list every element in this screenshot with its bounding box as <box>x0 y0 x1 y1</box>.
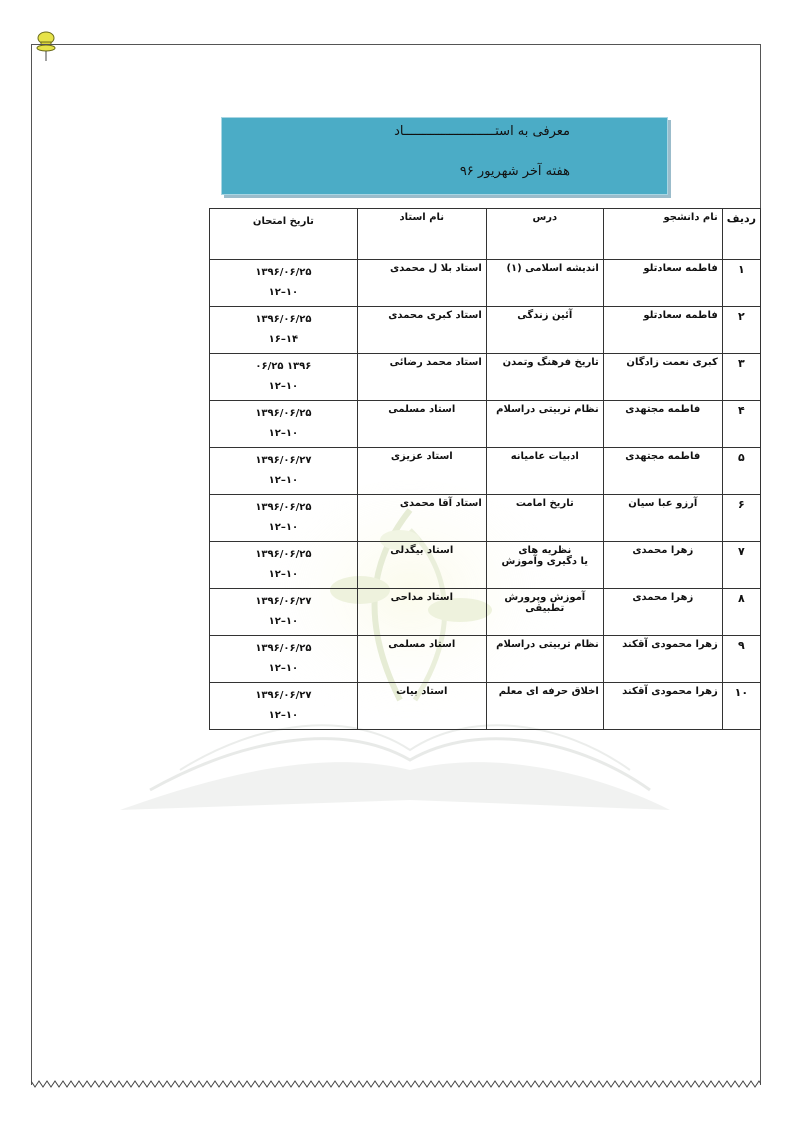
exam-schedule-table <box>209 208 761 730</box>
row-teacher: استاد آقا محمدی <box>357 495 486 542</box>
row-course: تاریخ فرهنگ وتمدن <box>486 354 603 401</box>
row-course: نظام تربیتی دراسلام <box>486 636 603 683</box>
row-num: ۴ <box>722 401 760 448</box>
row-course: آموزش وپرورش تطبیقی <box>486 589 603 636</box>
row-course: اخلاق حرفه ای معلم <box>486 683 603 730</box>
header-student: نام دانشجو <box>603 209 722 260</box>
row-num: ۹ <box>722 636 760 683</box>
table-row <box>210 636 761 683</box>
row-teacher: استاد کبری محمدی <box>357 307 486 354</box>
row-teacher: استاد مسلمی <box>357 401 486 448</box>
row-teacher: استاد مداحی <box>357 589 486 636</box>
row-course: اندیشه اسلامی (۱) <box>486 260 603 307</box>
page-border-wavy-bottom <box>31 1078 761 1090</box>
row-student: زهرا محمودی آقکند <box>603 636 722 683</box>
row-date: ۱۳۹۶/۰۶/۲۵ ۱۰–۱۲ <box>210 542 358 589</box>
row-course: آئین زندگی <box>486 307 603 354</box>
row-student: آرزو عبا سیان <box>603 495 722 542</box>
table-row <box>210 260 761 307</box>
row-student: فاطمه سعادتلو <box>603 260 722 307</box>
row-num: ۸ <box>722 589 760 636</box>
row-date: ۱۳۹۶/۰۶/۲۷ ۱۰–۱۲ <box>210 448 358 495</box>
header-teacher: نام استاد <box>357 209 486 260</box>
table-row <box>210 401 761 448</box>
table-row <box>210 542 761 589</box>
row-date: ۱۳۹۶/۰۶/۲۵ ۱۴–۱۶ <box>210 307 358 354</box>
table-row <box>210 307 761 354</box>
row-date: ۱۳۹۶/۰۶/۲۷ ۱۰–۱۲ <box>210 683 358 730</box>
row-student: زهرا محمدی <box>603 542 722 589</box>
table-row <box>210 589 761 636</box>
row-teacher: استاد مسلمی <box>357 636 486 683</box>
title-line-week: هفته آخر شهریور ۹۶ <box>459 164 570 179</box>
row-student: فاطمه سعادتلو <box>603 307 722 354</box>
row-student: زهرا محمودی آقکند <box>603 683 722 730</box>
row-student: فاطمه مجتهدی <box>603 448 722 495</box>
row-num: ۲ <box>722 307 760 354</box>
row-date: ۱۳۹۶/۰۶/۲۵ ۱۰–۱۲ <box>210 401 358 448</box>
row-date: ۱۳۹۶/۰۶/۲۵ ۱۰–۱۲ <box>210 260 358 307</box>
table-header-row <box>210 209 761 260</box>
row-num: ۷ <box>722 542 760 589</box>
row-student: کبری نعمت زادگان <box>603 354 722 401</box>
row-course: ادبیات عامیانه <box>486 448 603 495</box>
title-line-introduction: معرفی به استــــــــــــــــــــــــاد <box>394 124 570 139</box>
row-date: ۱۳۹۶/۰۶/۲۵ ۱۰–۱۲ <box>210 495 358 542</box>
row-course: تاریخ امامت <box>486 495 603 542</box>
row-student: فاطمه مجتهدی <box>603 401 722 448</box>
row-date: ۱۳۹۶/۰۶/۲۷ ۱۰–۱۲ <box>210 589 358 636</box>
title-banner <box>221 117 668 195</box>
row-date: ۱۳۹۶ ۰۶/۲۵ ۱۰–۱۲ <box>210 354 358 401</box>
table-row <box>210 495 761 542</box>
header-date: تاریخ امتحان <box>210 209 358 260</box>
row-teacher: استاد بیگدلی <box>357 542 486 589</box>
row-teacher: استاد محمد رضائی <box>357 354 486 401</box>
row-num: ۶ <box>722 495 760 542</box>
row-teacher: استاد عزیزی <box>357 448 486 495</box>
table-row <box>210 683 761 730</box>
header-num: ردیف <box>722 209 760 260</box>
row-course: نظام تربیتی دراسلام <box>486 401 603 448</box>
table-row <box>210 354 761 401</box>
row-course: نظریه های یا دگیری وآموزش <box>486 542 603 589</box>
table-row <box>210 448 761 495</box>
row-num: ۵ <box>722 448 760 495</box>
header-course: درس <box>486 209 603 260</box>
row-teacher: استاد بلا ل محمدی <box>357 260 486 307</box>
row-num: ۱۰ <box>722 683 760 730</box>
row-num: ۳ <box>722 354 760 401</box>
row-student: زهرا محمدی <box>603 589 722 636</box>
row-num: ۱ <box>722 260 760 307</box>
row-teacher: استاد بیات <box>357 683 486 730</box>
row-date: ۱۳۹۶/۰۶/۲۵ ۱۰–۱۲ <box>210 636 358 683</box>
